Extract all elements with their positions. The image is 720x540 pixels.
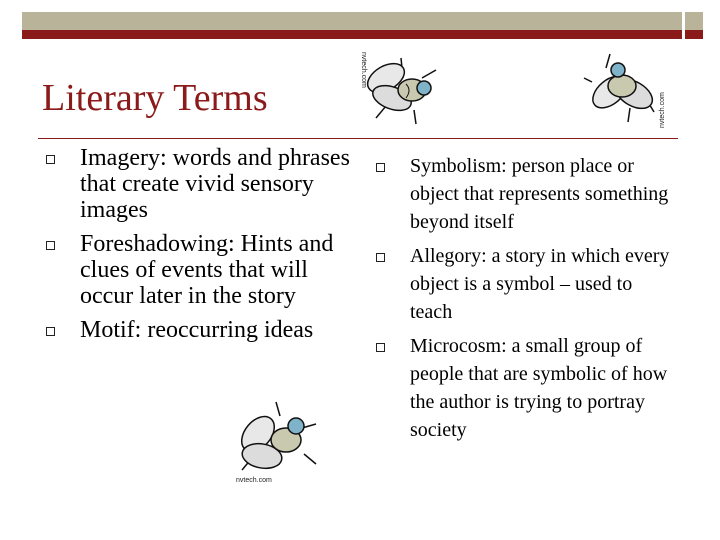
list-item: [372, 332, 672, 444]
square-bullet-icon: [46, 155, 55, 164]
list-item: [42, 231, 350, 309]
list-item-text: Microcosm: a small group of people that are symbolic of how the author is trying to portray society: [410, 335, 668, 441]
header-band-light: [22, 12, 682, 30]
list-item-text: Imagery: words and phrases that create vivid sensory images: [80, 145, 350, 223]
list-item: [42, 145, 350, 223]
header-square-light: [685, 12, 703, 30]
square-bullet-icon: [376, 343, 385, 352]
square-bullet-icon: [46, 327, 55, 336]
list-item-text: Foreshadowing: Hints and clues of events that will occur later in the story: [80, 231, 334, 309]
title-divider: [38, 138, 678, 139]
header-band-dark: [22, 30, 682, 39]
clipart-watermark: nvtech.com: [360, 52, 367, 88]
fly-icon: [232, 398, 322, 488]
clipart-watermark: nvtech.com: [236, 477, 272, 484]
list-item-text: Allegory: a story in which every object is a symbol – used to teach: [410, 245, 670, 323]
square-bullet-icon: [376, 163, 385, 172]
slide-title: Literary Terms: [42, 77, 268, 119]
list-item-text: Motif: reoccurring ideas: [80, 317, 314, 343]
list-item-text: Symbolism: person place or object that represents something beyond itself: [410, 155, 669, 233]
fly-icon: [356, 48, 446, 128]
list-item: [42, 317, 350, 343]
clipart-watermark: nvtech.com: [659, 92, 666, 128]
right-bullet-list: [372, 152, 672, 450]
fly-icon: [582, 48, 672, 130]
square-bullet-icon: [46, 241, 55, 250]
header-square-dark: [685, 30, 703, 39]
left-bullet-list: [42, 145, 350, 351]
list-item: [372, 242, 672, 326]
list-item: [372, 152, 672, 236]
square-bullet-icon: [376, 253, 385, 262]
